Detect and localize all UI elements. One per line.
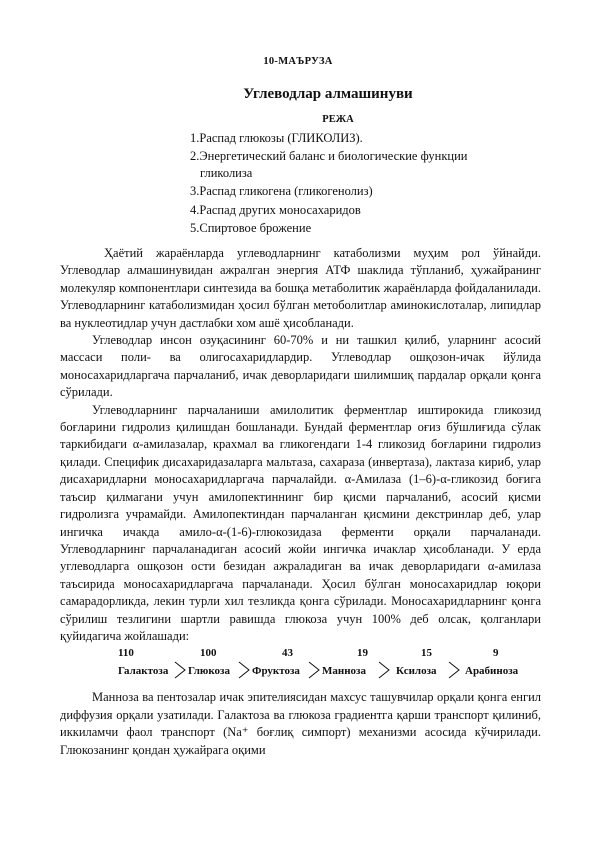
rate-value-glucose: 100 (200, 647, 217, 660)
chevron-right-icon (308, 661, 320, 679)
chevron-right-icon (238, 661, 250, 679)
chevron-right-icon (378, 661, 390, 679)
sugar-glucose: Глюкоза (188, 665, 230, 678)
plan-item-text: 4.Распад других моносахаридов (190, 202, 361, 217)
rate-value-arabinose: 9 (493, 647, 499, 660)
rate-value-galactose: 110 (118, 647, 134, 660)
rate-value-fructose: 43 (282, 647, 293, 660)
sugar-arabinose: Арабиноза (465, 665, 519, 678)
paragraph-digestion: Углеводларнинг парчаланиши амилолитик ферментлар иштирокида гликозид боғларини гидролиз қилишдан бошланади. Бундай ферментлар оғиз бўшлиғида сўлак таркибидаги α-амилазалар, крахмал ва гликогендаги 1-4 гликозид боғларини гидролиз қилади. Специфик дисахаридазаларга мальтаза, сахараза (инвертаза), лактаза кириб, улар дисахаридларни моносахаридларгача парчалайди. α-Амилаза (1–6)-α-гликозид боғига таъсир қилмагани учун амилопектиннинг бир қисми парчаланиб, асосий қисми гидролизга учрамайди. Амилопектиндан парчаланган қисмини декстринлар деб, улар ингичка ичакда амило-α-(1-6)-глюкозидаза ферменти орқали парчаланади. Углеводларнинг парчаланадиган асосий жойи ингичка ичаклар ҳисобланади. У ерда углеводларга ошқозон ости безидан ажраладиган ва ичак деворларидаги α-амилаза таъсирида моносахаридларгача парчаланади. Ҳосил бўлган моносахаридлар юқори самарадорликда, лекин турли хил тезликда қонга сўрилади. Моносахаридларнинг қонга сўрилиш тезлигини шартли равишда глюкоза учун 100% деб олсак, қолганлари қуйидагича жойлашади: (60, 402, 541, 643)
sugar-xylose: Ксилоза (396, 665, 437, 678)
plan-item (190, 148, 520, 181)
plan-item (190, 130, 520, 146)
sugar-fructose: Фруктоза (252, 665, 300, 678)
paragraph-catabolism-role: Ҳаётий жараёнларда углеводларнинг катаболизми муҳим рол ўйнайди. Углеводлар алмашинувидан ажралган энергия АТФ шаклида тўпланиб, ҳужайранинг молекуляр компонентлари синтезида ва бошқа метаболитик жараёнларда фойдаланилади. Углеводларнинг катаболизмидан ҳосил бўлган метоболитлар аминокислоталар, липидлар ва нуклеотидлар учун дастлабки хом ашё ҳисобланади. (60, 246, 541, 330)
rate-value-mannose: 19 (357, 647, 368, 660)
sugar-mannose: Манноза (322, 665, 366, 678)
chevron-right-icon (174, 661, 186, 679)
chevron-right-icon (448, 661, 460, 679)
paragraph-carbohydrate-intake: Углеводлар инсон озуқасининг 60-70% и ни ташкил қилиб, уларнинг асосий массаси поли- ва олигосахаридлардир. Углеводлар ошқозон-ичак йўлида моносахаридларгача парчаланиб, ичак деворларидаги шилимшиқ пардалар орқали қонга сўрилади. (60, 333, 541, 400)
sugar-galactose: Галактоза (118, 665, 169, 678)
absorption-rate-sequence (60, 645, 541, 689)
plan-item (190, 183, 520, 199)
plan-list (190, 130, 520, 238)
plan-item (190, 202, 520, 218)
lecture-number: 10-МАЪРУЗА (263, 56, 333, 67)
plan-item-text: 3.Распад гликогена (гликогенолиз) (190, 184, 373, 199)
plan-item-text: 5.Спиртовое брожение (190, 221, 312, 236)
body-text (60, 245, 541, 759)
plan-item-text: 2.Энергетический баланс и биологические функции (190, 149, 468, 164)
paragraph-absorption-transport: Манноза ва пентозалар ичак эпителиясидан махсус ташувчилар орқали қонга енгил диффузия орқали узатилади. Галактоза ва глюкоза градиентга қарши транспорт қилиниб, иккиламчи фаол транспорт (Na⁺ боғлиқ симпорт) механизми асосида кўчирилади. Глюкозанинг қондан ҳужайрага оқими (60, 690, 541, 757)
plan-item-continuation: гликолиза (200, 165, 253, 180)
lecture-title: Углеводлар алмашинуви (243, 86, 413, 102)
rate-value-xylose: 15 (421, 647, 432, 660)
plan-item-text: 1.Распад глюкозы (ГЛИКОЛИЗ). (190, 131, 363, 145)
plan-heading: РЕЖА (322, 114, 354, 125)
plan-item (190, 220, 520, 236)
